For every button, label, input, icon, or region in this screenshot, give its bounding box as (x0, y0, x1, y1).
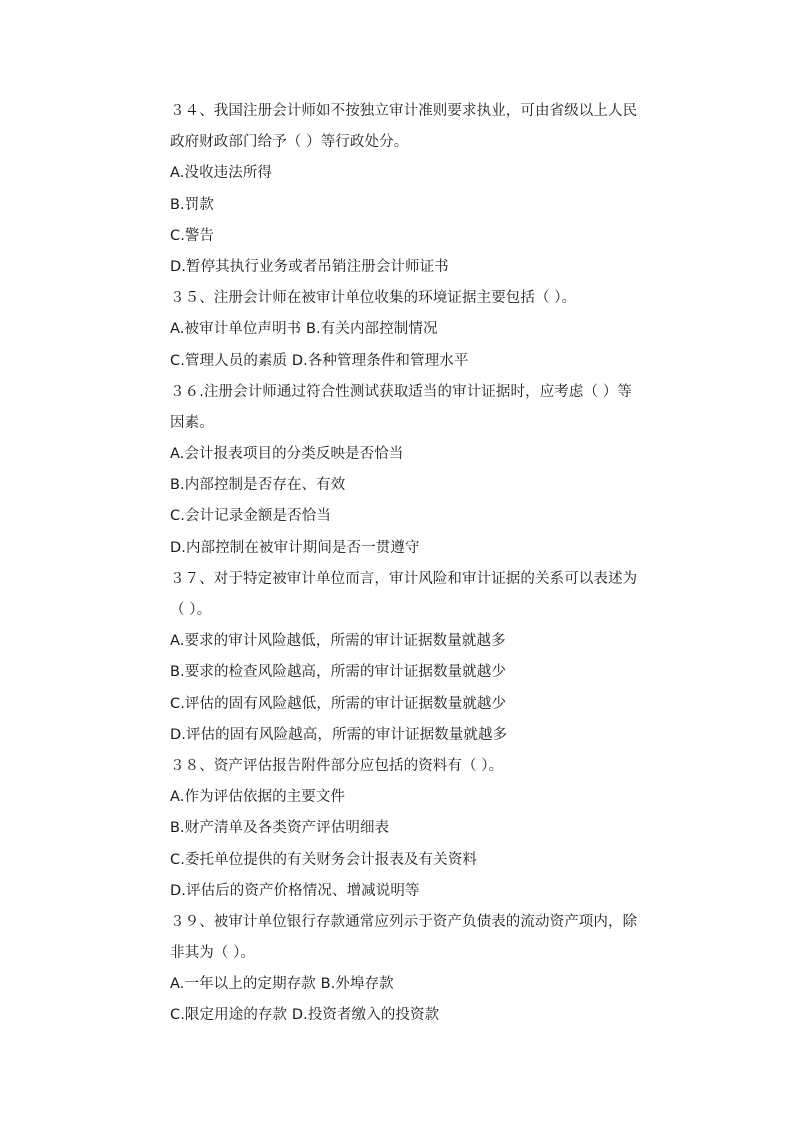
option-b: B.内部控制是否存在、有效 (170, 477, 346, 494)
question-37 (170, 564, 640, 751)
option-c: C.会计记录金额是否恰当 (170, 508, 331, 525)
question-35 (170, 283, 640, 377)
option-d: D.暂停其执行业务或者吊销注册会计师证书 (170, 258, 449, 275)
question-stem-line: ３９、被审计单位银行存款通常应列示于资产负债表的流动资产项内，除 (170, 913, 638, 930)
question-stem-line: （ ）。 (170, 602, 212, 618)
option-a: A.会计报表项目的分类反映是否恰当 (170, 446, 404, 463)
option-a: A.作为评估依据的主要文件 (170, 789, 346, 806)
option-d: D.评估的固有风险越高，所需的审计证据数量就越多 (170, 726, 508, 743)
question-stem-line: 因素。 (170, 414, 214, 431)
option-a: A.要求的审计风险越低，所需的审计证据数量就越多 (170, 633, 506, 650)
question-34 (170, 96, 640, 283)
option-a: A.没收违法所得 (170, 165, 273, 182)
option-b: B.要求的检查风险越高，所需的审计证据数量就越少 (170, 664, 506, 681)
option-b: B.罚款 (170, 196, 214, 213)
option-c-d: C.限定用途的存款 D.投资者缴入的投资款 (170, 1007, 440, 1024)
question-list (170, 96, 640, 1032)
question-stem-line: ３４、我国注册会计师如不按独立审计准则要求执业，可由省级以上人民 (170, 103, 638, 119)
option-c: C.委托单位提供的有关财务会计报表及有关资料 (170, 851, 477, 868)
option-c-d: C.管理人员的素质 D.各种管理条件和管理水平 (170, 352, 469, 369)
option-d: D.内部控制在被审计期间是否一贯遵守 (170, 539, 420, 556)
option-b: B.财产清单及各类资产评估明细表 (170, 820, 390, 837)
option-a-b: A.一年以上的定期存款 B.外埠存款 (170, 976, 394, 993)
question-stem-line: 非其为（ ）。 (170, 945, 256, 962)
option-a-b: A.被审计单位声明书 B.有关内部控制情况 (170, 321, 438, 338)
question-stem-line: ３６.注册会计师通过符合性测试获取适当的审计证据时，应考虑（ ）等 (170, 383, 633, 400)
question-38 (170, 751, 640, 907)
question-stem-line: ３５、注册会计师在被审计单位收集的环境证据主要包括（ ）。 (170, 290, 577, 307)
question-stem-line: 政府财政部门给予（ ）等行政处分。 (170, 134, 409, 151)
option-c: C.警告 (170, 227, 215, 244)
question-stem-line: ３８、资产评估报告附件部分应包括的资料有（ ）。 (170, 757, 504, 774)
question-39 (170, 907, 640, 1032)
option-c: C.评估的固有风险越低，所需的审计证据数量就越少 (170, 695, 507, 712)
question-stem-line: ３７、对于特定被审计单位而言，审计风险和审计证据的关系可以表述为 (170, 570, 638, 587)
question-36 (170, 377, 640, 564)
option-d: D.评估后的资产价格情况、增减说明等 (170, 882, 420, 899)
